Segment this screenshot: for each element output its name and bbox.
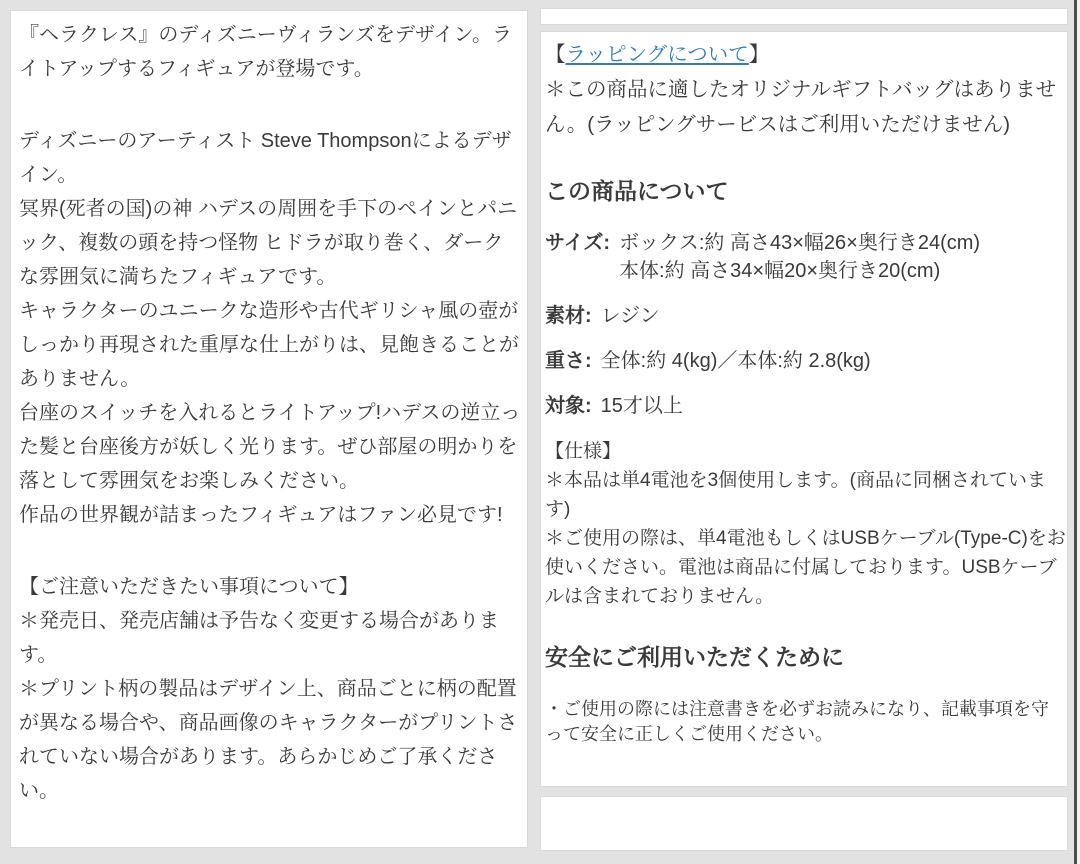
product-description-panel [10,10,528,848]
scrollbar-thumb[interactable] [1074,0,1077,864]
field-size [545,229,1067,285]
weight-line: 全体:約 4(kg)／本体:約 2.8(kg) [600,350,871,372]
spec-line: ＊ご使用の際は、単4電池もしくはUSBケーブル(Type-C)をお使いください。電池は商品に付属しております。USBケーブルは含まれておりません。 [545,528,1066,607]
size-body-line: 本体:約 高さ34×幅20×奥行き20(cm) [619,260,941,282]
field-value [601,392,683,420]
notice-heading: 【ご注意いただきたい事項について】 [19,576,359,598]
field-label: サイズ: [545,232,611,254]
top-panel-remainder [540,8,1068,25]
field-value [601,347,871,375]
field-value [619,229,980,285]
size-box-line: ボックス:約 高さ43×幅26×奥行き24(cm) [619,232,981,254]
description-line: 作品の世界観が詰まったフィギュアはファン必見です! [19,504,503,526]
target-age-line: 15才以上 [600,395,683,417]
field-material [545,302,1067,330]
about-section-heading: この商品について [545,178,729,204]
spec-line: ＊本品は単4電池を3個使用します。(商品に同梱されています) [545,470,1046,520]
description-paragraph-fans [19,498,521,532]
bottom-empty-panel [540,796,1068,851]
description-line: 『ヘラクレス』のディズニーヴィランズをデザイン。ライトアップするフィギュアが登場です。 [19,24,512,80]
description-line: 台座のスイッチを入れるとライトアップ!ハデスの逆立った髪と台座後方が妖しく光ります。ぜひ部屋の明かりを落として雰囲気をお楽しみください。 [19,402,521,492]
description-paragraph-intro [19,18,521,86]
safety-note: ・ご使用の際には注意書きを必ずお読みになり、記載事項を守って安全に正しくご使用ください。 [545,699,1049,744]
description-line: キャラクターのユニークな造形や古代ギリシャ風の壺がしっかり再現された重厚な仕上がりは、見飽きることがありません。 [19,300,519,390]
product-spec-panel [540,31,1068,787]
wrapping-info-link[interactable]: ラッピングについて [565,43,749,66]
notice-line: ＊プリント柄の製品はデザイン上、商品ごとに柄の配置が異なる場合や、商品画像のキャラクターがプリントされていない場合があります。あらかじめご了承ください。 [19,678,518,802]
wrapping-heading [545,37,1067,72]
field-target-age [545,392,1067,420]
bracket-close: 】 [748,43,770,66]
description-line: 冥界(死者の国)の神 ハデスの周囲を手下のペインとパニック、複数の頭を持つ怪物 ヒドラが取り巻く、ダークな雰囲気に満ちたフィギュアです。 [19,198,518,288]
safety-section-heading: 安全にご利用いただくために [545,644,844,670]
field-label: 対象: [545,395,592,417]
description-line: ディズニーのアーティスト Steve Thompsonによるデザイン。 [19,130,512,186]
field-weight [545,347,1067,375]
notice-line: ＊発売日、発売店舗は予告なく変更する場合があります。 [19,610,499,666]
bracket-open: 【 [545,43,566,66]
field-value [601,302,660,330]
wrapping-note: ＊この商品に適したオリジナルギフトバッグはありません。(ラッピングサービスはご利用いただけません) [545,78,1057,136]
spec-heading: 【仕様】 [545,441,622,462]
spec-section [545,437,1067,611]
field-label: 重さ: [545,350,592,372]
field-label: 素材: [545,305,592,327]
material-line: レジン [600,305,660,327]
